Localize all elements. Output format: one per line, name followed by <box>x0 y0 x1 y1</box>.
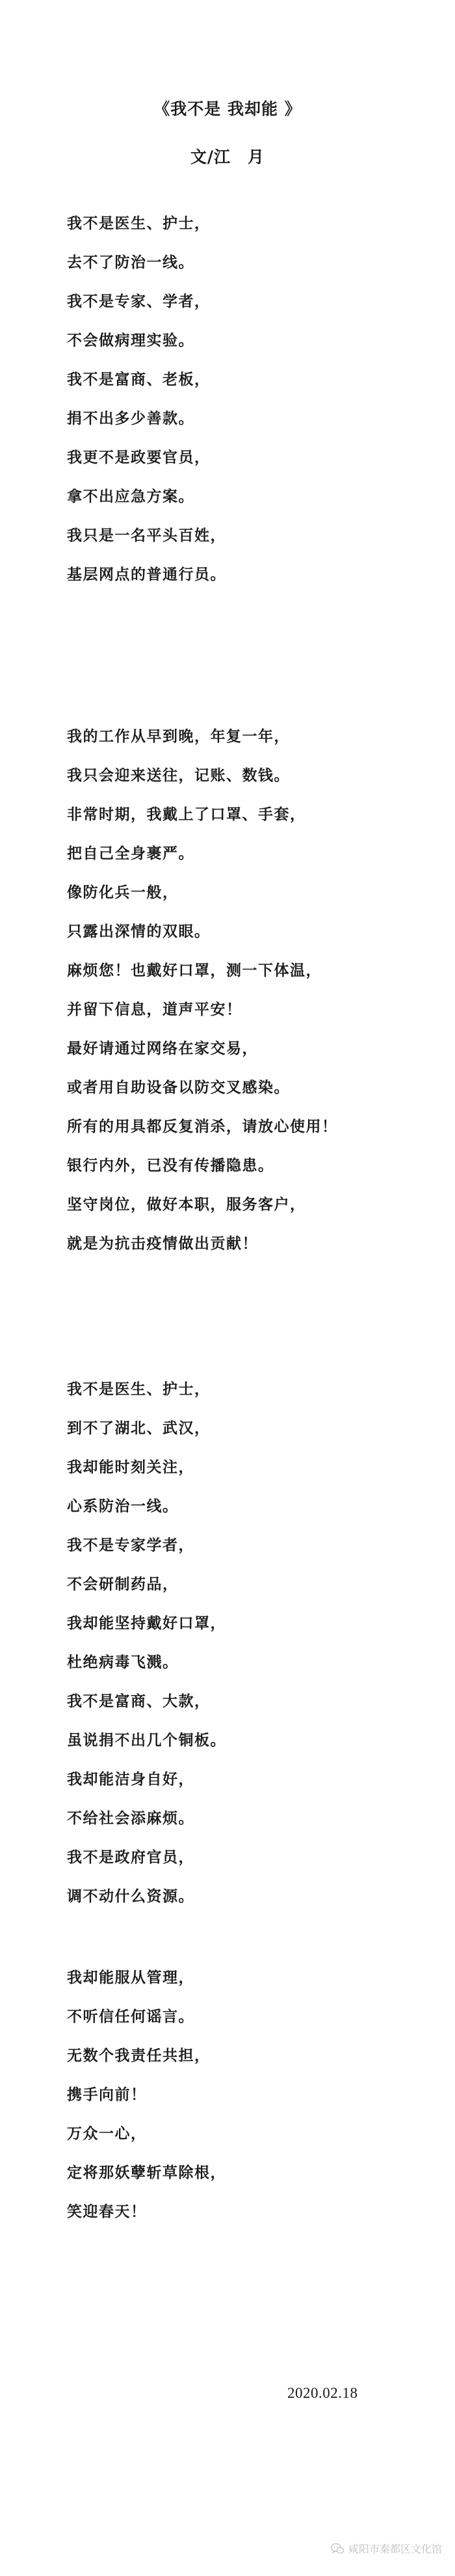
poem-line: 或者用自助设备以防交叉感染。 <box>67 1079 290 1096</box>
poem-line: 麻烦您！也戴好口罩，测一下体温， <box>67 962 322 979</box>
poem-line: 去不了防治一线。 <box>67 254 194 271</box>
poem-line: 把自己全身裹严。 <box>67 845 194 862</box>
stanza-1 <box>67 204 226 594</box>
poem-line: 到不了湖北、武汉， <box>67 1419 211 1437</box>
poem-line: 基层网点的普通行员。 <box>67 566 226 583</box>
poem-line: 万众一心， <box>67 2125 147 2142</box>
poem-line: 虽说捐不出几个铜板。 <box>67 1731 226 1749</box>
poem-line: 我更不是政要官员， <box>67 449 211 466</box>
poem-line: 心系防治一线。 <box>67 1497 179 1515</box>
stanza-4 <box>67 1958 226 2231</box>
poem-line: 我不是富商、大款， <box>67 1692 211 1710</box>
poem-line: 非常时期，我戴上了口罩、手套， <box>67 806 306 823</box>
poem-line: 我却能服从管理， <box>67 1969 194 1986</box>
poem-line: 就是为抗击疫情做出贡献！ <box>67 1235 258 1252</box>
watermark <box>330 2541 442 2556</box>
poem-line: 定将那妖孽斩草除根， <box>67 2164 226 2181</box>
watermark-text: 咸阳市秦都区文化馆 <box>348 2543 443 2555</box>
poem-line: 我不是专家学者， <box>67 1536 194 1554</box>
poem-line: 不听信任何谣言。 <box>67 2008 194 2025</box>
poem-title: 《我不是 我却能 》 <box>153 99 302 118</box>
poem-line: 笑迎春天！ <box>67 2203 147 2220</box>
poem-byline: 文/江 月 <box>190 148 265 166</box>
poem-line: 我不是富商、老板， <box>67 371 211 388</box>
poem-date: 2020.02.18 <box>287 2385 358 2401</box>
wechat-icon <box>330 2542 344 2556</box>
poem-line: 像防化兵一般， <box>67 884 179 901</box>
poem-line: 我却能时刻关注， <box>67 1458 194 1476</box>
poem-line: 我不是医生、护士， <box>67 1380 211 1398</box>
poem-line: 我只会迎来送往，记账、数钱。 <box>67 767 290 784</box>
poem-line: 我的工作从早到晚，年复一年， <box>67 728 290 745</box>
poem-line: 不会研制药品， <box>67 1575 179 1593</box>
poem-line: 不给社会添麻烦。 <box>67 1809 194 1827</box>
poem-line: 我不是专家、学者， <box>67 293 211 310</box>
poem-line: 所有的用具都反复消杀，请放心使用！ <box>67 1118 338 1135</box>
poem-line: 并留下信息，道声平安！ <box>67 1001 242 1018</box>
poem-line: 捐不出多少善款。 <box>67 410 194 427</box>
poem-line: 杜绝病毒飞溅。 <box>67 1653 179 1671</box>
poem-line: 坚守岗位，做好本职，服务客户， <box>67 1196 306 1213</box>
poem-line: 我只是一名平头百姓， <box>67 527 226 544</box>
poem-line: 调不动什么资源。 <box>67 1887 194 1905</box>
poem-line: 我却能洁身自好， <box>67 1770 194 1788</box>
stanza-3 <box>67 1370 226 1916</box>
poem-line: 我却能坚持戴好口罩， <box>67 1614 226 1632</box>
poem-line: 银行内外，已没有传播隐患。 <box>67 1157 274 1174</box>
stanza-2 <box>67 717 338 1263</box>
poem-line: 最好请通过网络在家交易， <box>67 1040 258 1057</box>
poem-line: 拿不出应急方案。 <box>67 488 194 505</box>
poem-line: 不会做病理实验。 <box>67 332 194 349</box>
poem-line: 只露出深情的双眼。 <box>67 923 211 940</box>
poem-line: 我不是医生、护士， <box>67 215 211 232</box>
poem-line: 我不是政府官员， <box>67 1848 194 1866</box>
poem-line: 携手向前！ <box>67 2086 147 2103</box>
poem-line: 无数个我责任共担， <box>67 2047 211 2064</box>
